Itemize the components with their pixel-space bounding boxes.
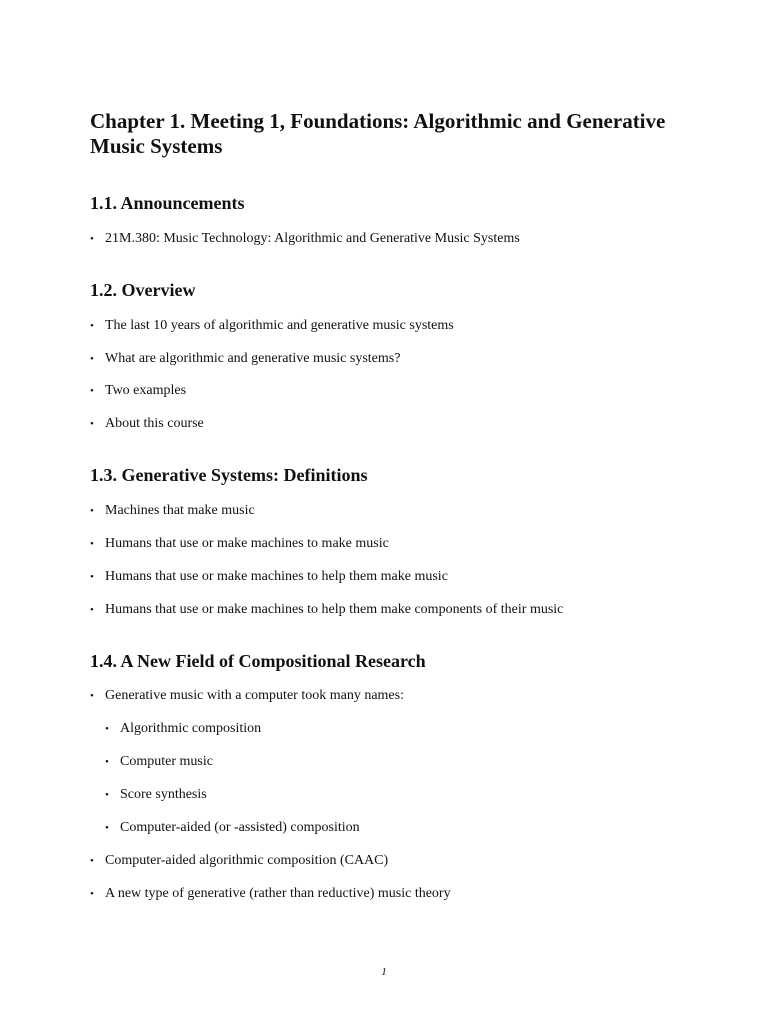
list-item	[90, 350, 401, 368]
list-item-text: Machines that make music	[105, 503, 255, 518]
list-item-text: Two examples	[105, 383, 187, 398]
chapter-title: Chapter 1. Meeting 1, Foundations: Algorithmic and Generative Music Systems	[90, 109, 666, 158]
section-heading-overview: 1.2. Overview	[90, 280, 196, 300]
section-heading-announcements: 1.1. Announcements	[90, 193, 245, 213]
list-item-text: Algorithmic composition	[120, 721, 262, 736]
sub-list-item	[105, 753, 213, 771]
bullet-icon: •	[105, 789, 109, 801]
list-item	[90, 502, 255, 520]
list-item-text: About this course	[105, 416, 204, 431]
list-item	[90, 535, 389, 553]
bullet-icon: •	[90, 538, 94, 550]
bullet-icon: •	[90, 320, 94, 332]
list-item	[90, 568, 448, 586]
sub-list-item	[105, 720, 262, 738]
list-item	[90, 885, 451, 903]
bullet-icon: •	[90, 233, 94, 245]
bullet-icon: •	[90, 888, 94, 900]
list-item	[90, 382, 187, 400]
list-item-text: 21M.380: Music Technology: Algorithmic and Generative Music Systems	[105, 231, 520, 246]
list-item-text: Humans that use or make machines to make music	[105, 536, 389, 551]
list-item	[90, 852, 389, 870]
bullet-icon: •	[105, 723, 109, 735]
list-item-text: The last 10 years of algorithmic and generative music systems	[105, 318, 454, 333]
sub-list-item	[105, 819, 360, 837]
list-item-text: Humans that use or make machines to help them make music	[105, 569, 448, 584]
list-item-text: Score synthesis	[120, 787, 207, 802]
bullet-icon: •	[90, 505, 94, 517]
list-item	[90, 415, 204, 433]
bullet-icon: •	[90, 604, 94, 616]
list-item	[90, 601, 564, 619]
sub-list-item	[105, 786, 207, 804]
section-heading-new-field: 1.4. A New Field of Compositional Research	[90, 651, 426, 671]
bullet-icon: •	[105, 756, 109, 768]
list-item-text: What are algorithmic and generative music systems?	[105, 351, 401, 366]
bullet-icon: •	[90, 418, 94, 430]
bullet-icon: •	[90, 855, 94, 867]
list-item-text: A new type of generative (rather than reductive) music theory	[105, 886, 451, 901]
bullet-icon: •	[90, 571, 94, 583]
bullet-icon: •	[105, 822, 109, 834]
section-heading-definitions: 1.3. Generative Systems: Definitions	[90, 465, 368, 485]
list-item-text: Computer music	[120, 754, 213, 769]
bullet-icon: •	[90, 690, 94, 702]
list-item	[90, 230, 520, 248]
bullet-icon: •	[90, 385, 94, 397]
list-item-text: Generative music with a computer took many names:	[105, 688, 404, 703]
list-item-text: Computer-aided algorithmic composition (CAAC)	[105, 853, 389, 868]
list-item	[90, 317, 454, 335]
list-item-text: Humans that use or make machines to help them make components of their music	[105, 602, 564, 617]
list-item	[90, 687, 404, 705]
bullet-icon: •	[90, 353, 94, 365]
page-number: 1	[381, 966, 387, 978]
list-item-text: Computer-aided (or -assisted) composition	[120, 820, 360, 835]
